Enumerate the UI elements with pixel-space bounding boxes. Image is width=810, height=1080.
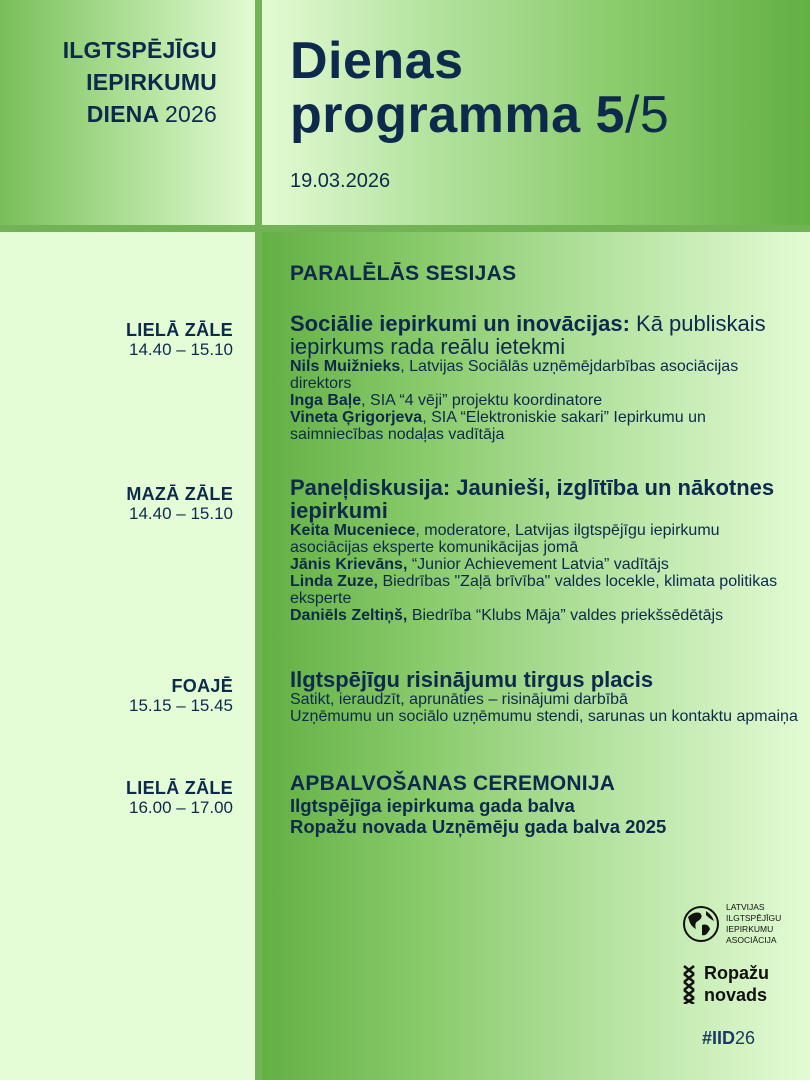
session-4: [290, 772, 800, 837]
schedule-times-column: [0, 232, 255, 1080]
speaker-name: Linda Zuze,: [290, 573, 378, 590]
session-title-bold: Sociālie iepirkumi un inovācijas:: [290, 311, 630, 336]
speaker-role: Biedrības "Zaļā brīvība" valdes locekle, klimata politikas eksperte: [290, 573, 778, 607]
brand-year: 2026: [165, 101, 217, 127]
speaker-name: Vineta Ģrigorjeva: [290, 409, 423, 426]
ceremony-title: APBALVOŠANAS CEREMONIJA: [290, 772, 616, 795]
title-programma: programma: [290, 86, 581, 144]
title-line-2: [290, 88, 669, 142]
session-3-meta: [129, 676, 233, 715]
hashtag-year: 26: [735, 1028, 756, 1048]
title-panel: [262, 0, 810, 225]
association-logo: [682, 902, 781, 946]
brand-line-1: ILGTSPĒJĪGU: [62, 37, 217, 63]
time-label: 14.40 – 15.10: [129, 340, 233, 359]
ropazi-line: novads: [704, 985, 768, 1005]
venue-label: LIELĀ ZĀLE: [126, 320, 233, 340]
globe-icon: [682, 905, 720, 943]
speaker-role: “Junior Achievement Latvia” vadītājs: [407, 556, 669, 573]
venue-label: FOAJĒ: [171, 676, 233, 696]
session-4-meta: [126, 778, 233, 817]
brand-panel: [0, 0, 255, 225]
session-1-meta: [126, 320, 233, 359]
session-title: [290, 668, 800, 691]
speaker-role: , Latvijas Sociālās uzņēmējdarbības asociācijas direktors: [290, 358, 739, 392]
speaker-name: Jānis Krievāns,: [290, 556, 408, 573]
braid-pattern-icon: [682, 964, 696, 1004]
time-label: 14.40 – 15.10: [129, 504, 233, 523]
venue-label: MAZĀ ZĀLE: [126, 484, 233, 504]
assoc-line: IEPIRKUMU: [726, 924, 774, 934]
ropazi-line: Ropažu: [704, 963, 769, 983]
brand-line-2: IEPIRKUMU: [86, 69, 217, 95]
event-brand: [63, 34, 217, 130]
session-title-bold: Paneļdiskusija: Jaunieši, izglītība un nākotnes iepirkumi: [290, 475, 775, 523]
association-name: [726, 902, 781, 946]
title-line-1: Dienas: [290, 32, 464, 90]
speaker: [290, 556, 800, 573]
speaker: [290, 392, 800, 409]
speaker-name: Nils Muižnieks: [290, 358, 401, 375]
speaker-role: Biedrība “Klubs Māja” valdes priekšsēdētājs: [407, 607, 724, 624]
speaker-name: Daniēls Zeltiņš,: [290, 607, 408, 624]
assoc-line: LATVIJAS: [726, 902, 765, 912]
brand-line-3: [63, 98, 217, 130]
speaker: [290, 409, 800, 443]
speaker-role: , SIA “Elektroniskie sakari” Iepirkumu un saimniecības nodaļas vadītāja: [290, 409, 706, 443]
schedule-content-column: [262, 232, 810, 1080]
speaker: [290, 607, 800, 624]
speaker: [290, 522, 800, 556]
ropazi-logo: [682, 962, 769, 1006]
hashtag-bold: #IID: [702, 1028, 736, 1048]
ropazi-name: [704, 962, 769, 1006]
speaker-name: Keita Muceniece: [290, 522, 416, 539]
award-name: Ropažu novada Uzņēmēju gada balva 2025: [290, 816, 667, 837]
assoc-line: ILGTSPĒJĪGU: [726, 913, 782, 923]
speaker-role: , moderatore, Latvijas ilgtspējīgu iepirkumu asociācijas eksperte komunikācijas jomā: [290, 522, 720, 556]
session-2-meta: [126, 484, 233, 523]
session-title-bold: Ilgtspējīgu risinājumu tirgus placis: [290, 667, 654, 692]
brand-diena: DIENA: [86, 101, 159, 127]
venue-label: LIELĀ ZĀLE: [126, 778, 233, 798]
session-description: Satikt, ieraudzīt, aprunāties – risinājumi darbībā: [290, 691, 628, 708]
time-label: 15.15 – 15.45: [129, 696, 233, 715]
speaker-role: , SIA “4 vēji” projektu koordinatore: [361, 392, 603, 409]
session-description: Uzņēmumu un sociālo uzņēmumu stendi, sarunas un kontaktu apmaiņa: [290, 708, 798, 725]
speaker-name: Inga Baļe: [290, 392, 362, 409]
section-title: PARALĒLĀS SESIJAS: [290, 262, 517, 285]
assoc-line: ASOCIĀCIJA: [726, 935, 777, 945]
session-3: [290, 668, 800, 725]
session-title: [290, 312, 800, 358]
time-label: 16.00 – 17.00: [129, 798, 233, 817]
event-hashtag: [702, 1028, 755, 1049]
page-title: [290, 34, 669, 142]
session-2: [290, 476, 800, 624]
speaker: [290, 358, 800, 392]
session-title-rest: Kā publiskais iepirkums rada reālu ietekmi: [290, 311, 766, 359]
speaker: [290, 573, 800, 607]
page-current: 5: [595, 86, 625, 144]
event-date: 19.03.2026: [290, 170, 391, 192]
session-title: [290, 476, 800, 522]
page-total: /5: [624, 86, 670, 144]
session-1: [290, 312, 800, 443]
award-name: Ilgtspējīga iepirkuma gada balva: [290, 795, 575, 816]
